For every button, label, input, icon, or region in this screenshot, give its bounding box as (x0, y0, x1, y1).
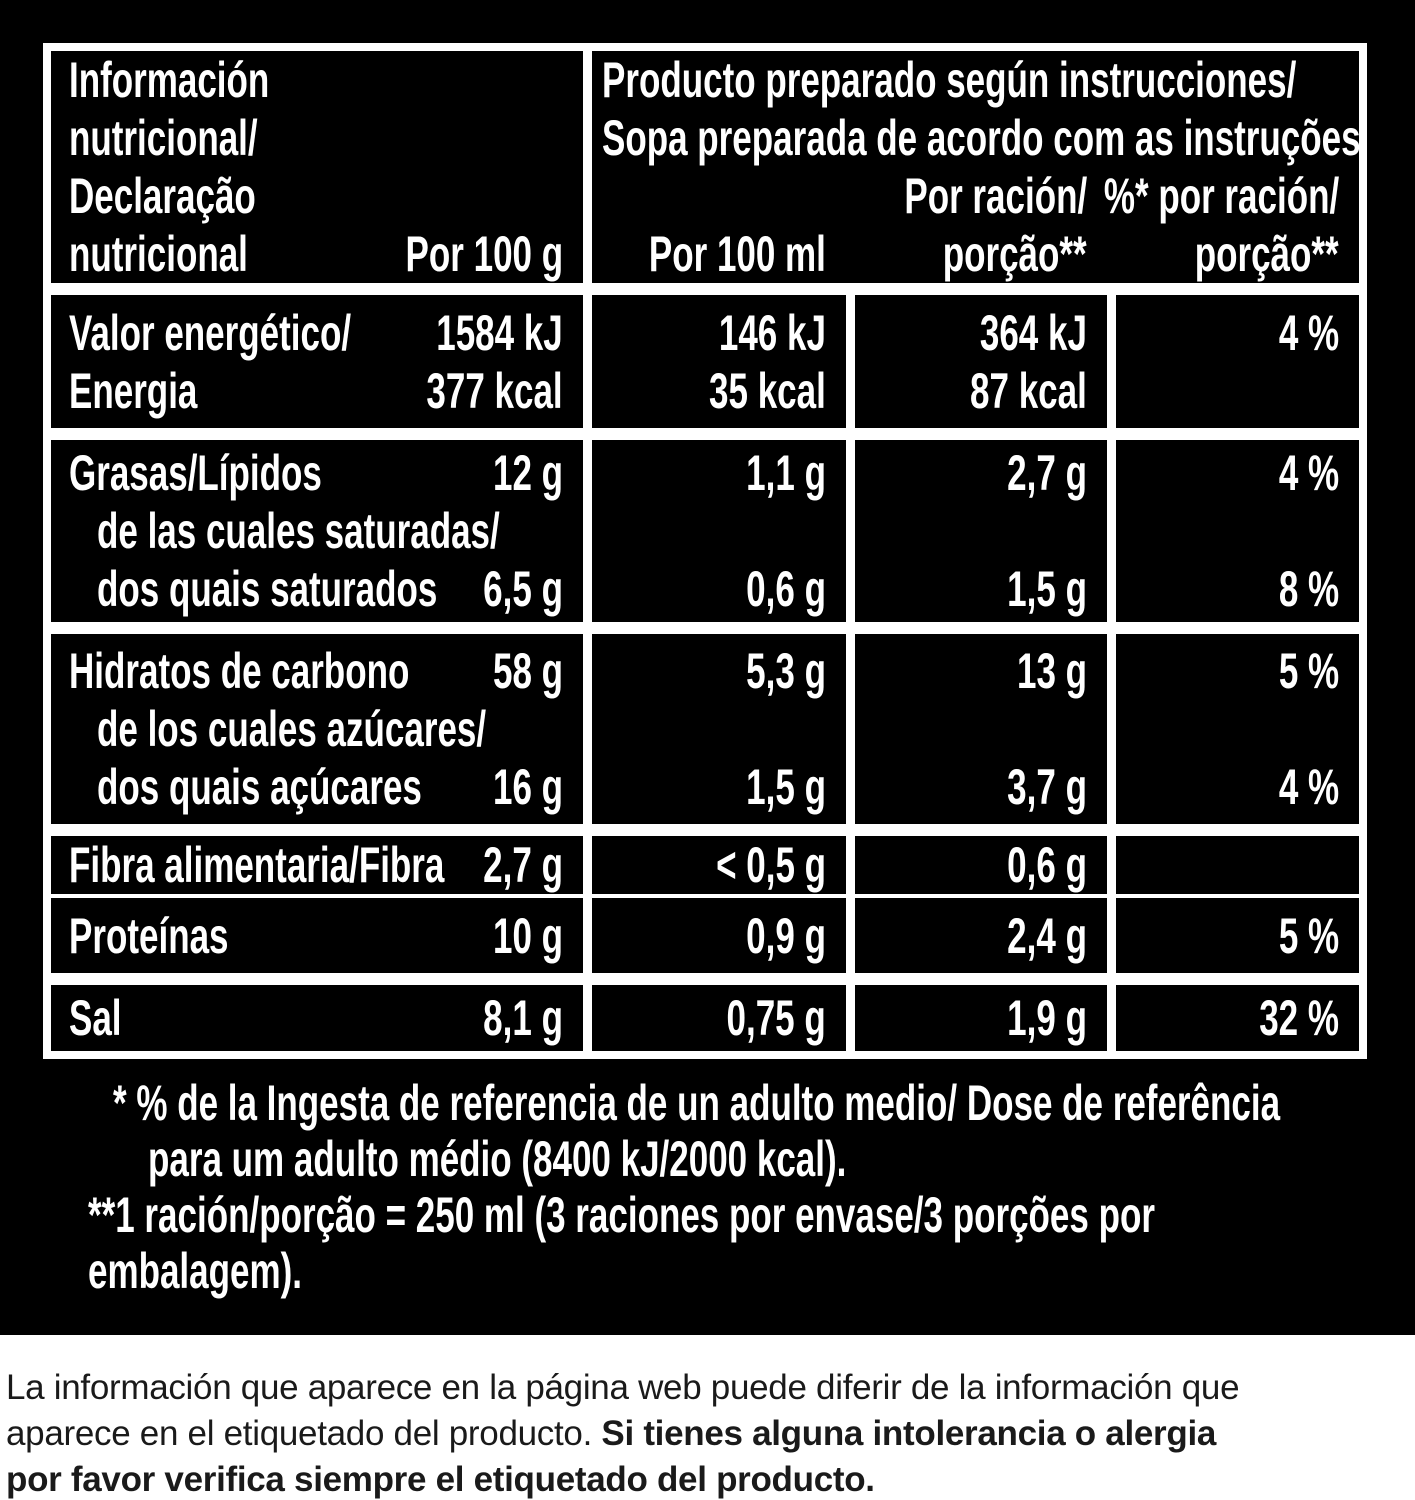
nutrient-label: Sal (69, 990, 122, 1046)
value-per-serving: 1,9 g (1007, 990, 1087, 1046)
table-row-energy (51, 295, 1359, 428)
header-title-line (51, 109, 583, 167)
nutrition-table (43, 43, 1367, 1059)
value-per-serving: 13 g (1016, 643, 1087, 699)
prepared-title-line (592, 51, 1359, 109)
value-per-100ml: 0,6 g (746, 561, 826, 617)
nutrient-label: Valor energético/ (69, 304, 352, 361)
footnote-reference-intake: * % de la Ingesta de referencia de un adulto medio/ Dose de referência (113, 1075, 1281, 1131)
value-per-100ml: 146 kJ (718, 304, 826, 361)
value-cell-100ml (592, 634, 846, 824)
nutrient-sublabel: de los cuales azúcares/ (97, 701, 487, 757)
nutrient-sublabel: de las cuales saturadas/ (97, 503, 500, 559)
col-header-per-100g: Por 100 g (405, 226, 563, 282)
disclaimer-line: La información que aparece en la página web puede diferir de la información que (6, 1368, 1240, 1407)
value-per-serving: 0,6 g (1007, 837, 1087, 893)
header-title-text: nutricional (69, 226, 248, 282)
table-header-row (51, 51, 1359, 283)
value-cell-pct (1116, 836, 1359, 894)
header-right-cell (592, 51, 1359, 283)
nutrient-label-cell (51, 985, 583, 1051)
value-per-100ml: 35 kcal (709, 362, 826, 419)
header-title-text: Información (69, 52, 270, 108)
nutrient-sublabel: dos quais açúcares (97, 759, 422, 815)
col-header-per-serving-wrap (855, 167, 1107, 283)
value-per-serving: 2,7 g (1007, 445, 1087, 501)
value-pct: 4 % (1278, 304, 1339, 361)
value-per-100g: 6,5 g (483, 561, 563, 617)
value-per-100g: 2,7 g (483, 837, 563, 893)
value-per-100g: 1584 kJ (436, 304, 563, 361)
value-cell-serving (855, 836, 1107, 894)
value-cell-serving (855, 440, 1107, 622)
value-per-100g: 16 g (492, 759, 563, 815)
value-cell-pct (1116, 440, 1359, 622)
value-pct: 5 % (1278, 907, 1339, 964)
value-per-100g: 58 g (492, 643, 563, 699)
value-cell-100ml (592, 836, 846, 894)
disclaimer-line: por favor verifica siempre el etiquetado del producto. (6, 1460, 875, 1499)
col-header-per-100ml-wrap (592, 167, 846, 283)
header-title-text: Declaração (69, 168, 256, 224)
column-header-labels (592, 167, 1359, 283)
value-pct: 8 % (1278, 561, 1339, 617)
col-header-pct-serving: porção** (1195, 226, 1339, 282)
value-pct: 4 % (1278, 445, 1339, 501)
footnote-serving-size: embalagem). (88, 1243, 302, 1299)
nutrient-label: Grasas/Lípidos (69, 445, 322, 501)
header-title-line (51, 225, 583, 283)
col-header-pct-serving: %* por ración/ (1103, 168, 1339, 224)
value-cell-serving (855, 634, 1107, 824)
value-cell-pct (1116, 295, 1359, 428)
nutrient-label-cell (51, 440, 583, 622)
value-pct: 4 % (1278, 759, 1339, 815)
value-per-serving: 1,5 g (1007, 561, 1087, 617)
col-header-per-serving: Por ración/ (904, 168, 1087, 224)
col-header-pct-serving-wrap (1103, 167, 1359, 283)
nutrient-label: Hidratos de carbono (69, 643, 410, 699)
footnote-serving-size: **1 ración/porção = 250 ml (3 raciones por envase/3 porções por (88, 1187, 1155, 1243)
nutrient-label-cell (51, 634, 583, 824)
table-row-salt (51, 985, 1359, 1051)
value-per-100ml: 5,3 g (746, 643, 826, 699)
value-per-100g: 12 g (492, 445, 563, 501)
value-per-100g: 8,1 g (483, 990, 563, 1046)
nutrient-sublabel: dos quais saturados (97, 561, 438, 617)
header-left-cell (51, 51, 583, 283)
value-cell-serving (855, 295, 1107, 428)
value-per-100ml: 0,9 g (746, 907, 826, 964)
value-per-100ml: 0,75 g (726, 990, 826, 1046)
nutrient-label: Energia (69, 362, 198, 419)
footnote-reference-intake: para um adulto médio (8400 kJ/2000 kcal). (148, 1131, 847, 1187)
col-header-per-serving: porção** (943, 226, 1087, 282)
table-row-fibre (51, 836, 1359, 893)
nutrient-label-cell (51, 898, 583, 973)
value-cell-100ml (592, 898, 846, 973)
header-title-line (51, 51, 583, 109)
table-row-protein (51, 898, 1359, 973)
nutrient-label-cell (51, 836, 583, 894)
value-cell-100ml (592, 985, 846, 1051)
value-per-serving: 3,7 g (1007, 759, 1087, 815)
prepared-title-text: Sopa preparada de acordo com as instruções (602, 110, 1361, 166)
prepared-title-text: Producto preparado según instrucciones/ (602, 52, 1297, 108)
col-header-per-100ml: Por 100 ml (648, 226, 826, 282)
value-cell-pct (1116, 634, 1359, 824)
header-title-text: nutricional/ (69, 110, 258, 166)
value-per-100ml: 1,5 g (746, 759, 826, 815)
value-per-serving: 2,4 g (1007, 907, 1087, 964)
header-title-line (51, 167, 583, 225)
nutrient-label: Fibra alimentaria/Fibra (69, 837, 445, 893)
nutrient-label-cell (51, 295, 583, 428)
value-cell-serving (855, 898, 1107, 973)
value-per-100g: 10 g (492, 907, 563, 964)
disclaimer-line: aparece en el etiquetado del producto. Si tienes alguna intolerancia o alergia (6, 1414, 1217, 1453)
nutrient-label: Proteínas (69, 907, 229, 964)
table-row-carbohydrate (51, 634, 1359, 824)
value-per-serving: 87 kcal (970, 362, 1087, 419)
prepared-title-line (592, 109, 1359, 167)
table-row-fat (51, 440, 1359, 622)
value-cell-pct (1116, 985, 1359, 1051)
value-cell-serving (855, 985, 1107, 1051)
value-per-100ml: < 0,5 g (716, 837, 826, 893)
value-cell-pct (1116, 898, 1359, 973)
disclaimer (0, 1335, 1415, 1500)
value-per-100g: 377 kcal (426, 362, 563, 419)
value-per-serving: 364 kJ (979, 304, 1087, 361)
footnotes (43, 1075, 1372, 1299)
value-cell-100ml (592, 440, 846, 622)
value-pct: 32 % (1259, 990, 1339, 1046)
value-cell-100ml (592, 295, 846, 428)
value-pct: 5 % (1278, 643, 1339, 699)
value-per-100ml: 1,1 g (746, 445, 826, 501)
disclaimer-bold-text: Si tienes alguna intolerancia o alergia (601, 1414, 1217, 1453)
